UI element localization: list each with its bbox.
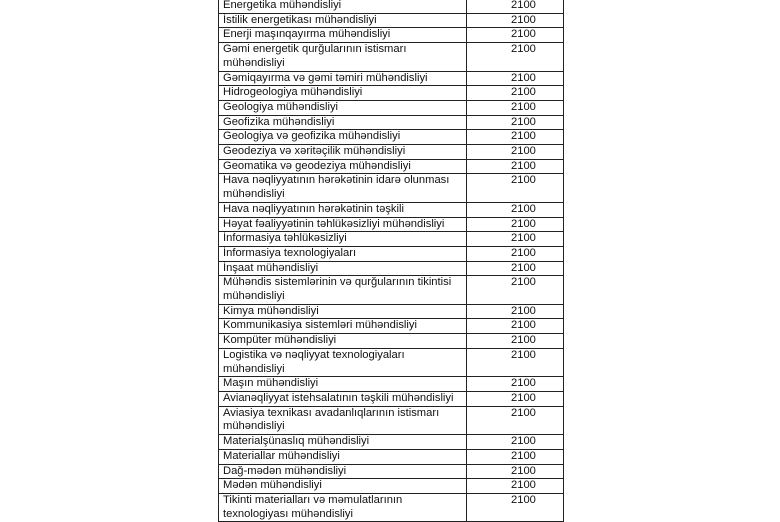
- table-row: [219, 130, 564, 145]
- specialty-name-cell: Dağ-mədən mühəndisliyi: [219, 464, 467, 479]
- specialty-name-cell: İstilik energetikası mühəndisliyi: [219, 13, 467, 28]
- specialty-name-cell: Energetika mühəndisliyi: [219, 0, 467, 13]
- table-row: [219, 406, 564, 434]
- score-value-cell: 2100: [467, 261, 564, 276]
- score-value-cell: 2100: [467, 13, 564, 28]
- specialty-name-cell: Geodeziya və xəritəçilik mühəndisliyi: [219, 145, 467, 160]
- score-value-cell: 2100: [467, 246, 564, 261]
- specialty-name-cell: Geofizika mühəndisliyi: [219, 115, 467, 130]
- specialty-name-cell: İnformasiya texnologiyaları: [219, 246, 467, 261]
- table-row: [219, 449, 564, 464]
- table-row: [219, 100, 564, 115]
- table-row: [219, 232, 564, 247]
- table-row: [219, 391, 564, 406]
- score-value-cell: 2100: [467, 493, 564, 521]
- table-row: [219, 28, 564, 43]
- score-value-cell: 2100: [467, 348, 564, 376]
- score-value-cell: 2100: [467, 0, 564, 13]
- table-row: [219, 217, 564, 232]
- table-row: [219, 86, 564, 101]
- score-value-cell: 2100: [467, 159, 564, 174]
- table-row: [219, 0, 564, 13]
- score-value-cell: 2100: [467, 115, 564, 130]
- table-row: [219, 493, 564, 521]
- specialty-name-cell: İnşaat mühəndisliyi: [219, 261, 467, 276]
- table-row: [219, 202, 564, 217]
- specialty-name-cell: Materiallar mühəndisliyi: [219, 449, 467, 464]
- table-row: [219, 348, 564, 376]
- score-value-cell: 2100: [467, 28, 564, 43]
- score-value-cell: 2100: [467, 174, 564, 202]
- score-value-cell: 2100: [467, 202, 564, 217]
- specialty-name-cell: Mühəndis sistemlərinin və qurğularının tikintisi mühəndisliyi: [219, 276, 467, 304]
- specialty-name-cell: Tikinti materialları və məmulatlarının texnologiyası mühəndisliyi: [219, 493, 467, 521]
- specialty-name-cell: Maşın mühəndisliyi: [219, 377, 467, 392]
- score-value-cell: 2100: [467, 71, 564, 86]
- table-row: [219, 159, 564, 174]
- score-value-cell: 2100: [467, 334, 564, 349]
- score-value-cell: 2100: [467, 304, 564, 319]
- table-row: [219, 377, 564, 392]
- table-row: [219, 435, 564, 450]
- table-row: [219, 246, 564, 261]
- score-value-cell: 2100: [467, 391, 564, 406]
- specialty-name-cell: Avianəqliyyat istehsalatının təşkili mühəndisliyi: [219, 391, 467, 406]
- specialty-name-cell: İnformasiya təhlükəsizliyi: [219, 232, 467, 247]
- score-value-cell: 2100: [467, 377, 564, 392]
- specialty-name-cell: Mədən mühəndisliyi: [219, 479, 467, 494]
- table-row: [219, 115, 564, 130]
- specialty-name-cell: Həyat fəaliyyətinin təhlükəsizliyi mühəndisliyi: [219, 217, 467, 232]
- specialty-name-cell: Materialşünaslıq mühəndisliyi: [219, 435, 467, 450]
- specialty-name-cell: Kimya mühəndisliyi: [219, 304, 467, 319]
- score-value-cell: 2100: [467, 217, 564, 232]
- specialty-name-cell: Geologiya mühəndisliyi: [219, 100, 467, 115]
- table-row: [219, 13, 564, 28]
- specialty-name-cell: Kommunikasiya sistemləri mühəndisliyi: [219, 319, 467, 334]
- score-value-cell: 2100: [467, 406, 564, 434]
- specialty-name-cell: Gəmiqayırma və gəmi təmiri mühəndisliyi: [219, 71, 467, 86]
- specialty-name-cell: Enerji maşınqayırma mühəndisliyi: [219, 28, 467, 43]
- specialty-name-cell: Geomatika və geodeziya mühəndisliyi: [219, 159, 467, 174]
- score-value-cell: 2100: [467, 86, 564, 101]
- score-value-cell: 2100: [467, 130, 564, 145]
- score-value-cell: 2100: [467, 100, 564, 115]
- score-value-cell: 2100: [467, 435, 564, 450]
- table-row: [219, 304, 564, 319]
- table-row: [219, 145, 564, 160]
- table-row: [219, 71, 564, 86]
- table-body: [219, 0, 564, 522]
- table-row: [219, 261, 564, 276]
- table-row: [219, 174, 564, 202]
- specialty-name-cell: Gəmi energetik qurğularının istismarı mühəndisliyi: [219, 43, 467, 71]
- specialty-name-cell: Hava nəqliyyatının hərəkətinin təşkili: [219, 202, 467, 217]
- specialty-name-cell: Geologiya və geofizika mühəndisliyi: [219, 130, 467, 145]
- specialty-score-table: [218, 0, 564, 522]
- score-value-cell: 2100: [467, 43, 564, 71]
- specialty-name-cell: Hidrogeologiya mühəndisliyi: [219, 86, 467, 101]
- table-row: [219, 276, 564, 304]
- specialty-name-cell: Logistika və nəqliyyat texnologiyaları mühəndisliyi: [219, 348, 467, 376]
- score-value-cell: 2100: [467, 276, 564, 304]
- table-row: [219, 334, 564, 349]
- specialty-name-cell: Aviasiya texnikası avadanlıqlarının istismarı mühəndisliyi: [219, 406, 467, 434]
- specialty-name-cell: Hava nəqliyyatının hərəkətinin idarə olunması mühəndisliyi: [219, 174, 467, 202]
- score-value-cell: 2100: [467, 145, 564, 160]
- score-value-cell: 2100: [467, 479, 564, 494]
- score-value-cell: 2100: [467, 464, 564, 479]
- table-row: [219, 43, 564, 71]
- score-value-cell: 2100: [467, 449, 564, 464]
- score-value-cell: 2100: [467, 319, 564, 334]
- table-row: [219, 319, 564, 334]
- specialty-name-cell: Kompüter mühəndisliyi: [219, 334, 467, 349]
- score-value-cell: 2100: [467, 232, 564, 247]
- table-row: [219, 479, 564, 494]
- table-row: [219, 464, 564, 479]
